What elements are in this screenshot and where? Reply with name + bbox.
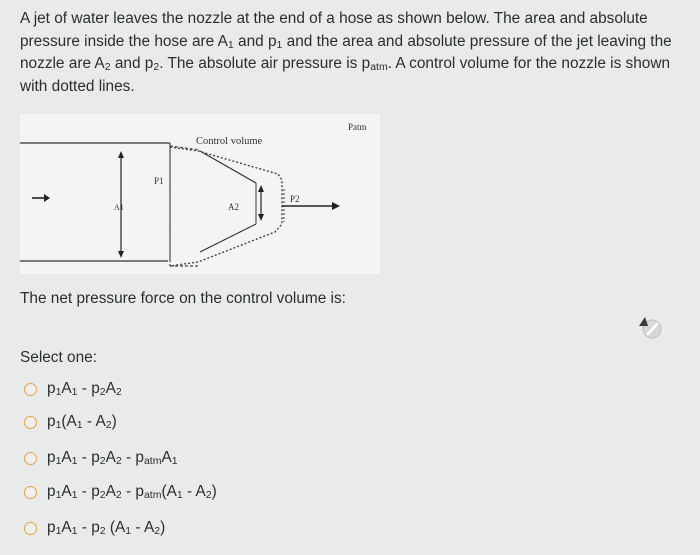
a1-label: A1 bbox=[114, 203, 124, 212]
flag-icon[interactable] bbox=[636, 312, 664, 340]
option-5[interactable] bbox=[24, 515, 165, 541]
p2-label: P2 bbox=[290, 194, 300, 204]
option-label: $p_1A_1 - p_2$ $(A_1 - A_2)$ bbox=[47, 519, 166, 537]
option-label: $p_1A_1 - p_2A_2 - p_{atm}(A_1 - A_2)$ bbox=[47, 483, 217, 501]
a2-label: A2 bbox=[228, 202, 239, 212]
radio-icon[interactable] bbox=[24, 522, 37, 535]
radio-icon[interactable] bbox=[24, 383, 37, 396]
option-1[interactable] bbox=[24, 376, 122, 402]
option-2[interactable] bbox=[24, 409, 117, 435]
nozzle-diagram bbox=[20, 114, 380, 274]
option-label: $p_1A_1 - p_2A_2 - p_{atm}A_1$ bbox=[47, 449, 178, 467]
option-label: $p_1(A_1 - A_2)$ bbox=[47, 413, 117, 431]
p1-label: P1 bbox=[154, 176, 164, 186]
control-volume-label: Control volume bbox=[196, 136, 263, 147]
option-3[interactable] bbox=[24, 445, 178, 471]
option-label: $p_1A_1 - p_2A_2$ bbox=[47, 380, 122, 398]
select-one-label: Select one: bbox=[20, 349, 98, 366]
question-text: A jet of water leaves the nozzle at the end of a hose as shown below. The area and absolute pressure inside the hose are $A_1$ and $p_1$ and the area and absolute pressure of the jet leaving the nozzle are $A_2$ and $p_2$. The absolute air pressure is $p_{atm}$. A control volume for the nozzle is shown with dotted lines. bbox=[20, 10, 672, 95]
option-4[interactable] bbox=[24, 479, 217, 505]
radio-icon[interactable] bbox=[24, 416, 37, 429]
net-pressure-question: The net pressure force on the control volume is: bbox=[20, 290, 346, 307]
radio-icon[interactable] bbox=[24, 452, 37, 465]
patm-label: Patm bbox=[348, 122, 367, 132]
radio-icon[interactable] bbox=[24, 486, 37, 499]
